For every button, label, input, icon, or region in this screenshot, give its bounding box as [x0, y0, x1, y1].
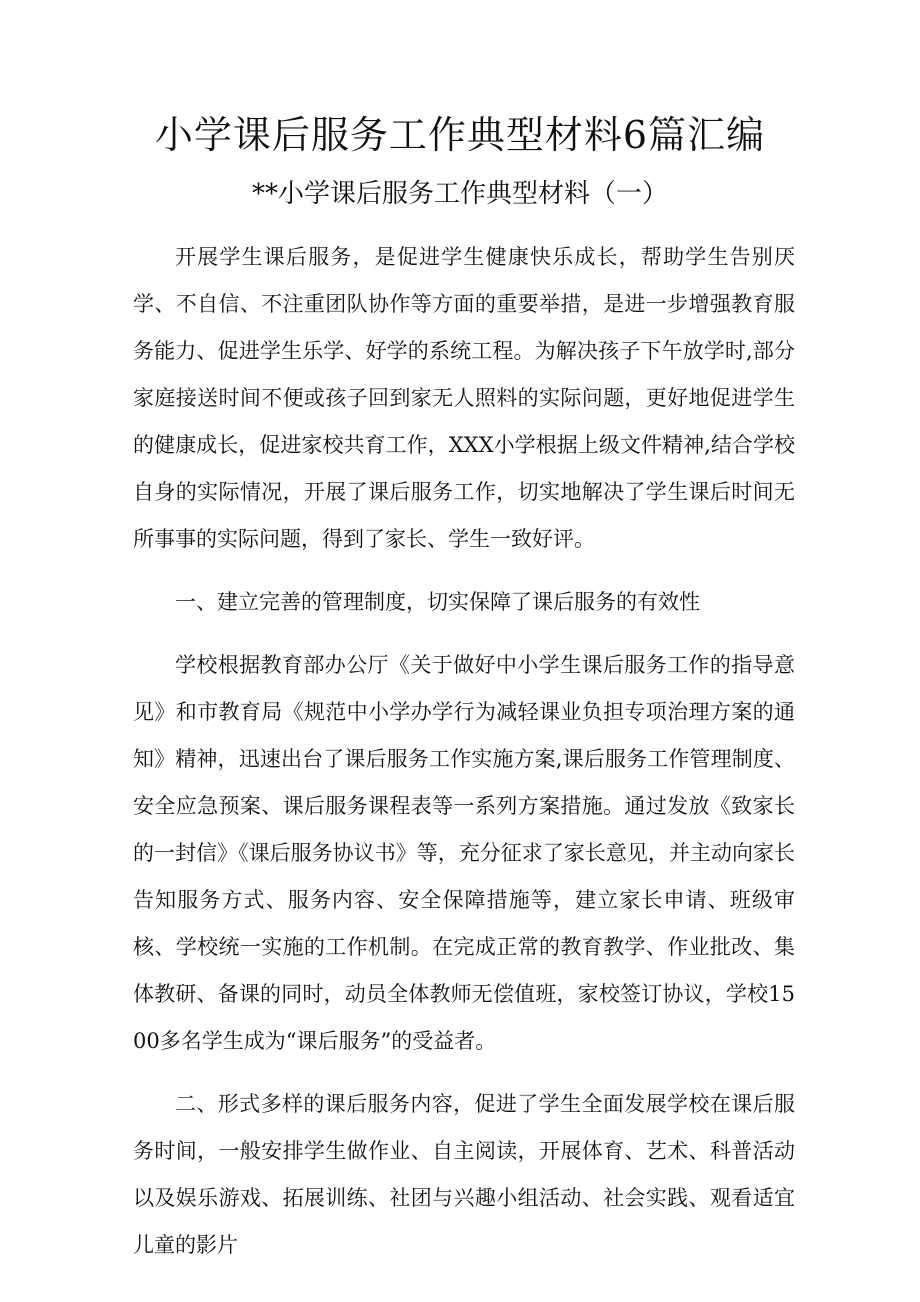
document-title: 小学课后服务工作典型材料6篇汇编	[154, 113, 766, 157]
paragraph-management: 学校根据教育部办公厅《关于做好中小学生课后服务工作的指导意见》和市教育局《规范中小学办学行为减轻课业负担专项治理方案的通知》精神，迅速出台了课后服务工作实施方案,课后服务工作管理制度、安全应急预案、课后服务课程表等一系列方案措施。通过发放《致家长的一封信》《课后服务协议书》等，充分征求了家长意见，并主动向家长告知服务方式、服务内容、安全保障措施等，建立家长申请、班级审核、学校统一实施的工作机制。在完成正常的教育教学、作业批改、集体教研、备课的同时，动员全体教师无偿值班，家校签订协议，学校1500多名学生成为“课后服务”的受益者。	[133, 653, 795, 1053]
section-heading-1: 一、建立完善的管理制度，切实保障了课后服务的有效性	[175, 590, 700, 614]
document-subtitle: **小学课后服务工作典型材料（一）	[251, 179, 668, 209]
document-body	[133, 234, 795, 1269]
paragraph-intro: 开展学生课后服务，是促进学生健康快乐成长，帮助学生告别厌学、不自信、不注重团队协作等方面的重要举措，是进一步增强教育服务能力、促进学生乐学、好学的系统工程。为解决孩子下午放学时,部分家庭接送时间不便或孩子回到家无人照料的实际问题，更好地促进学生的健康成长，促进家校共育工作，XXX小学根据上级文件精神,结合学校自身的实际情况，开展了课后服务工作，切实地解决了学生课后时间无所事事的实际问题，得到了家长、学生一致好评。	[133, 245, 795, 551]
section-heading-2-paragraph: 二、形式多样的课后服务内容，促进了学生全面发展学校在课后服务时间，一般安排学生做作业、自主阅读，开展体育、艺术、科普活动以及娱乐游戏、拓展训练、社团与兴趣小组活动、社会实践、观看适宜儿童的影片	[133, 1092, 795, 1257]
